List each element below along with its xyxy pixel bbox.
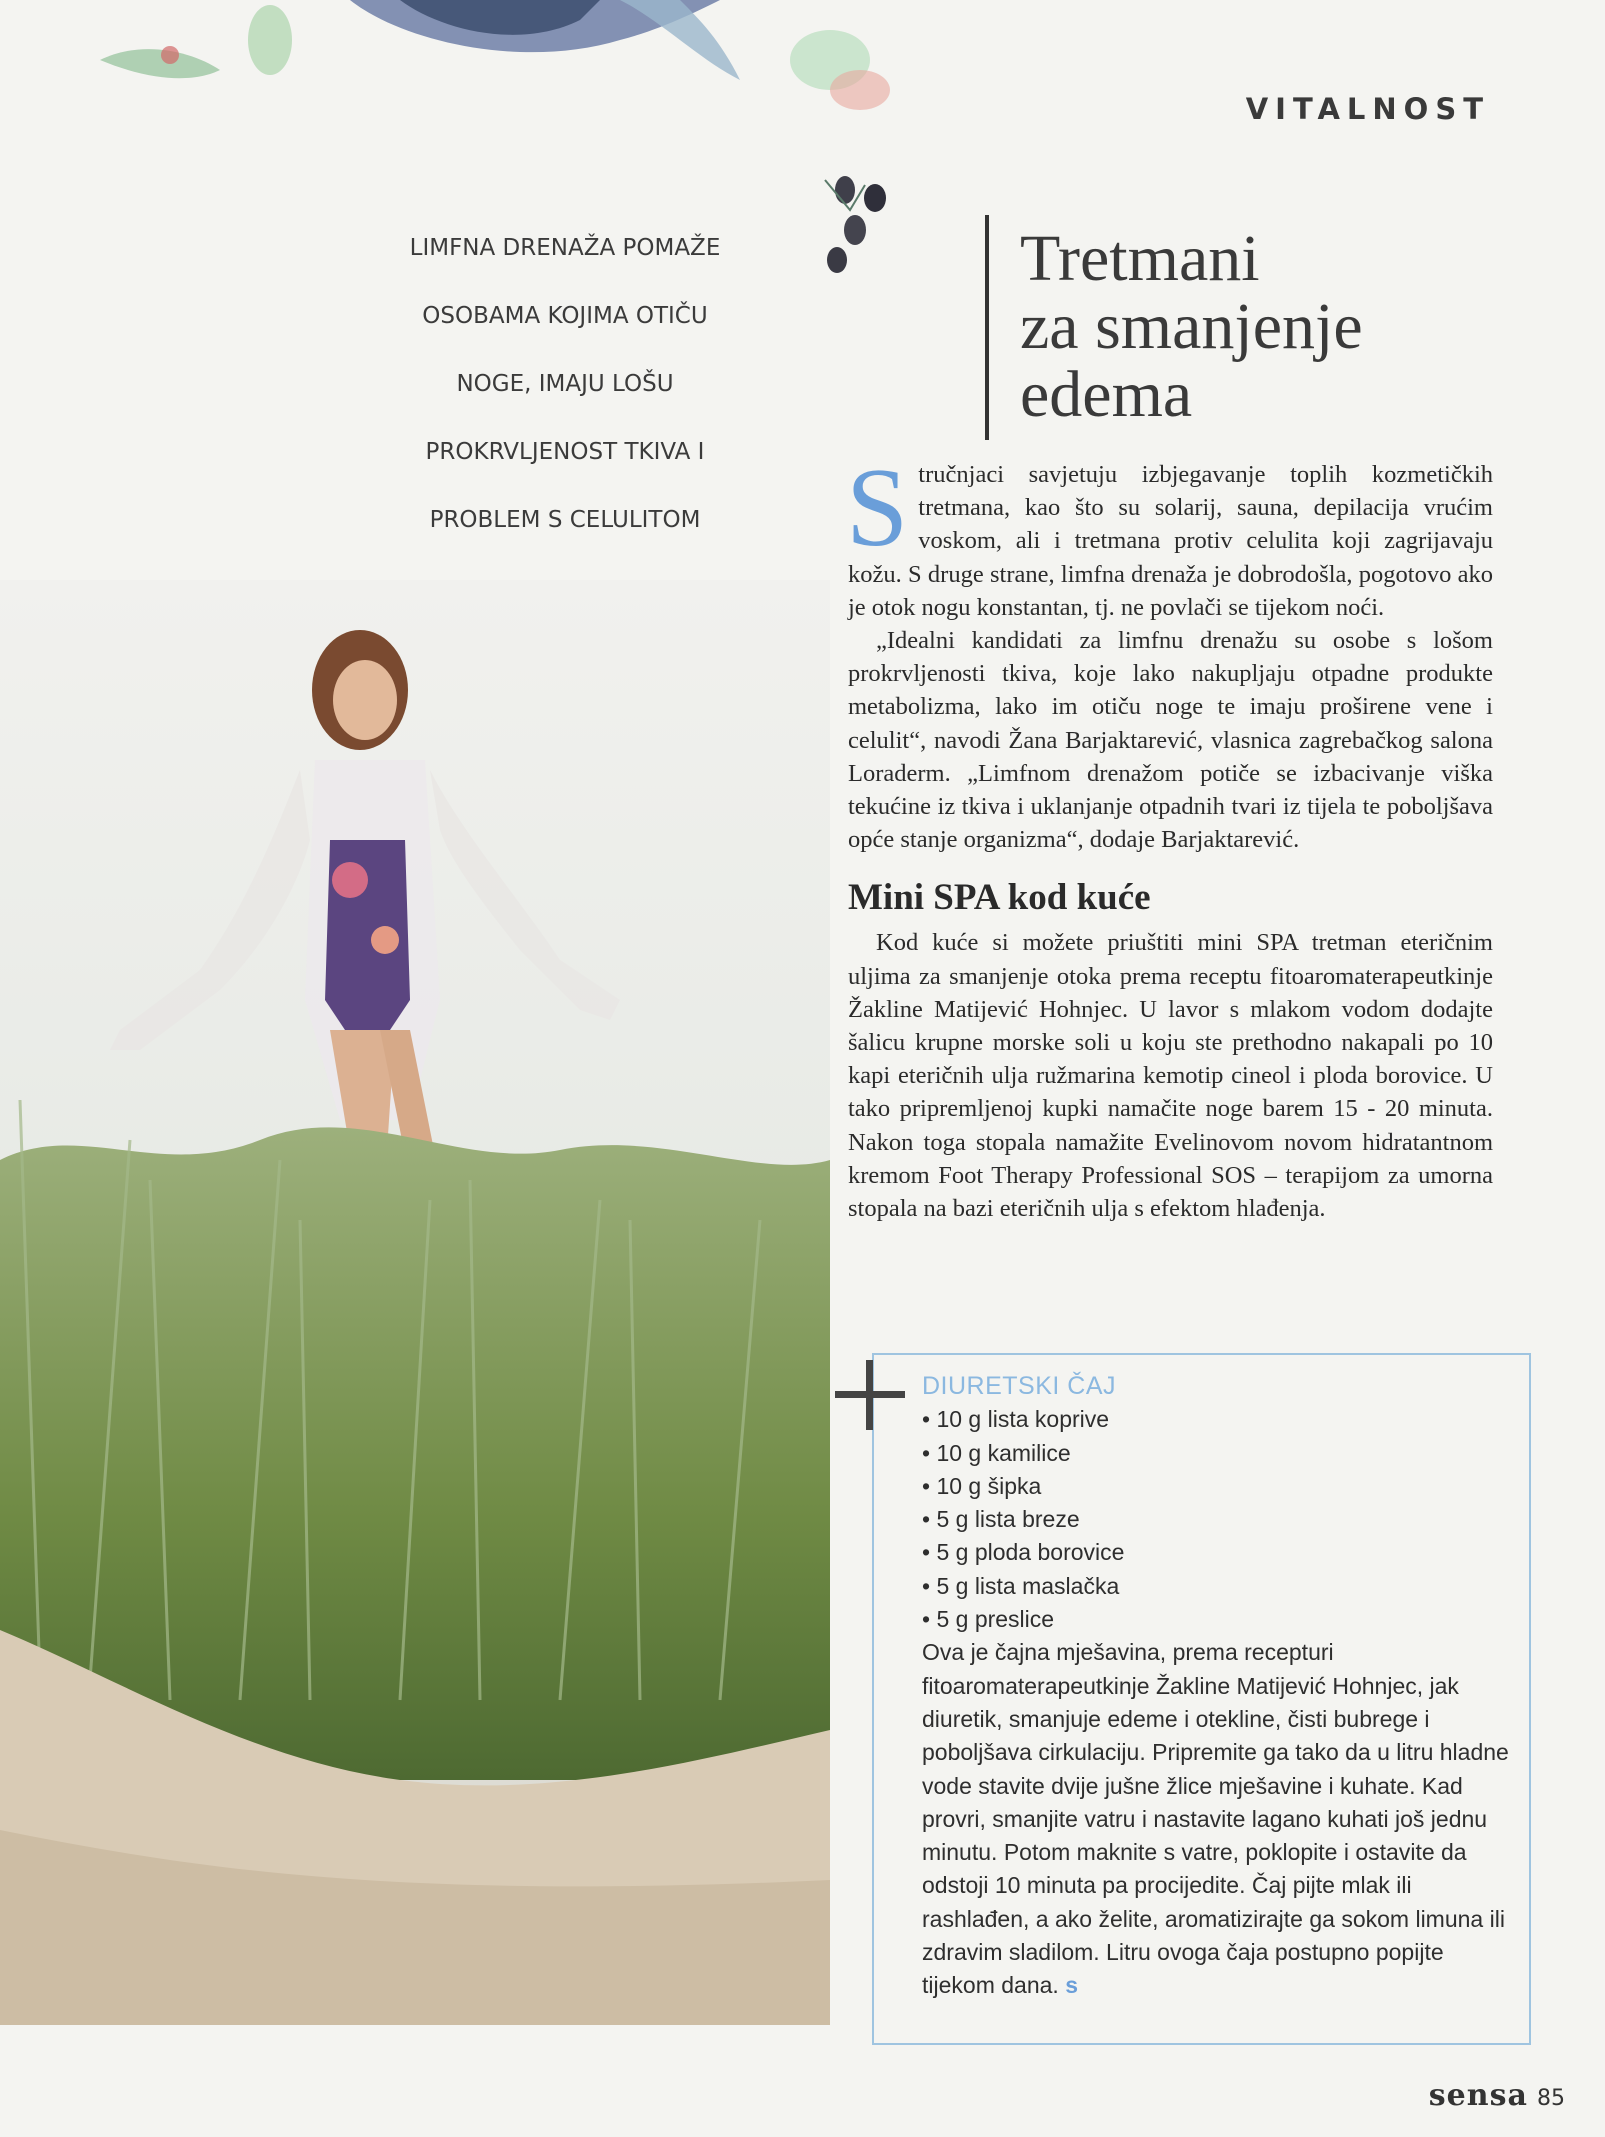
pull-quote-line: PROBLEM S CELULITOM: [429, 507, 701, 533]
paragraph-3: Kod kuće si možete priuštiti mini SPA tretman eteričnim uljima za smanjenje otoka prema receptu fitoaromaterapeutkinje Žakline Matijević Hohnjec. U lavor s mlakom vodom dodajte šalicu krupne morske soli u koju ste prethodno nakapali po 10 kapi eteričnih ulja ružmarina kemotip cineol i ploda borovice. U tako pripremljenoj kupki namačite noge barem 15 - 20 minuta. Nakon toga stopala namažite Evelinovom novom hidratantnom kremom Foot Therapy Professional SOS – terapijom za umorna stopala na bazi eteričnih ulja s efektom hlađenja.: [848, 929, 1493, 1223]
paragraph-2: „Idealni kandidati za limfnu drenažu su osobe s lošom prokrvljenosti tkiva, koje lako nakupljaju otpadne produkte metabolizma, lako im otiču noge te imaju proširene vene i celulit“, navodi Žana Barjaktarević, vlasnica zagrebačkog salona Loraderm. „Limfnom drenažom potiče se izbacivanje viška tekućine iz tkiva i uklanjanje otpadnih tvari iz tijela te poboljšava opće stanje organizma“, dodaje Barjaktarević.: [848, 627, 1493, 854]
title-rule: [985, 215, 989, 440]
article-title: [1020, 222, 1540, 431]
recipe-title: DIURETSKI ČAJ: [922, 1372, 1117, 1400]
magazine-brand: sensa: [1428, 2078, 1528, 2113]
recipe-box-content: [922, 1370, 1522, 2003]
ingredient-item: • 5 g lista maslačka: [922, 1570, 1522, 1603]
subheading: Mini SPA kod kuće: [848, 877, 1151, 919]
beach-dunes-photo: [0, 580, 830, 2025]
pull-quote-line: LIMFNA DRENAŽA POMAŽE: [409, 235, 721, 261]
end-mark: s: [1065, 1972, 1078, 1999]
paragraph-text: tručnjaci savjetuju izbjegavanje toplih kozmetičkih tretmana, kao što su solarij, sauna, depilacija vrućim voskom, ali i tretmana protiv celulita koji zagrijavaju kožu. S druge strane, limfna drenaža je dobrodošla, pogotovo ako je otok nogu konstantan, tj. ne povlači se tijekom noći.: [848, 461, 1493, 621]
ingredient-item: • 5 g lista breze: [922, 1503, 1522, 1536]
article-body: [846, 446, 1493, 1225]
ingredient-item: • 5 g ploda borovice: [922, 1536, 1522, 1569]
succulent-illustration: [100, 0, 920, 130]
pull-quote-line: OSOBAMA KOJIMA OTIČU: [422, 303, 708, 329]
ingredient-item: • 10 g lista koprive: [922, 1403, 1522, 1436]
section-label: VITALNOST: [1245, 92, 1490, 126]
ingredient-item: • 10 g šipka: [922, 1470, 1522, 1503]
drop-cap: S: [846, 446, 909, 570]
plus-icon: [835, 1360, 905, 1430]
pull-quote: [380, 230, 750, 570]
title-line: Tretmani: [1020, 222, 1260, 295]
ingredient-item: • 10 g kamilice: [922, 1437, 1522, 1470]
page-footer: [1429, 2078, 1565, 2113]
title-line: edema: [1020, 358, 1193, 431]
paragraph-1: [846, 446, 1493, 624]
page-number: 85: [1537, 2086, 1565, 2111]
recipe-text: Ova je čajna mješavina, prema recepturi fitoaromaterapeutkinje Žakline Matijević Hohnjec, jak diuretik, smanjuje edeme i otekline, čisti bubrege i poboljšava cirkulaciju. Pripremite ga tako da u litru hladne vode stavite dvije jušne žlice mješavine i kuhate. Kad provri, smanjite vatru i nastavite lagano kuhati još jednu minutu. Potom maknite s vatre, poklopite i ostavite da odstoji 10 minuta pa procijedite. Čaj pijte mlak ili rashlađen, a ako želite, aromatizirajte ga sokom limuna ili zdravim sladilom. Litru ovoga čaja postupno popijte tijekom dana.: [922, 1639, 1509, 1999]
berries-illustration: [815, 170, 905, 280]
pull-quote-line: NOGE, IMAJU LOŠU: [456, 371, 674, 397]
recipe-instructions: [922, 1636, 1522, 2002]
ingredient-list: [922, 1403, 1522, 1636]
ingredient-item: • 5 g preslice: [922, 1603, 1522, 1636]
pull-quote-line: PROKRVLJENOST TKIVA I: [425, 439, 705, 465]
title-line: za smanjenje: [1020, 290, 1363, 363]
